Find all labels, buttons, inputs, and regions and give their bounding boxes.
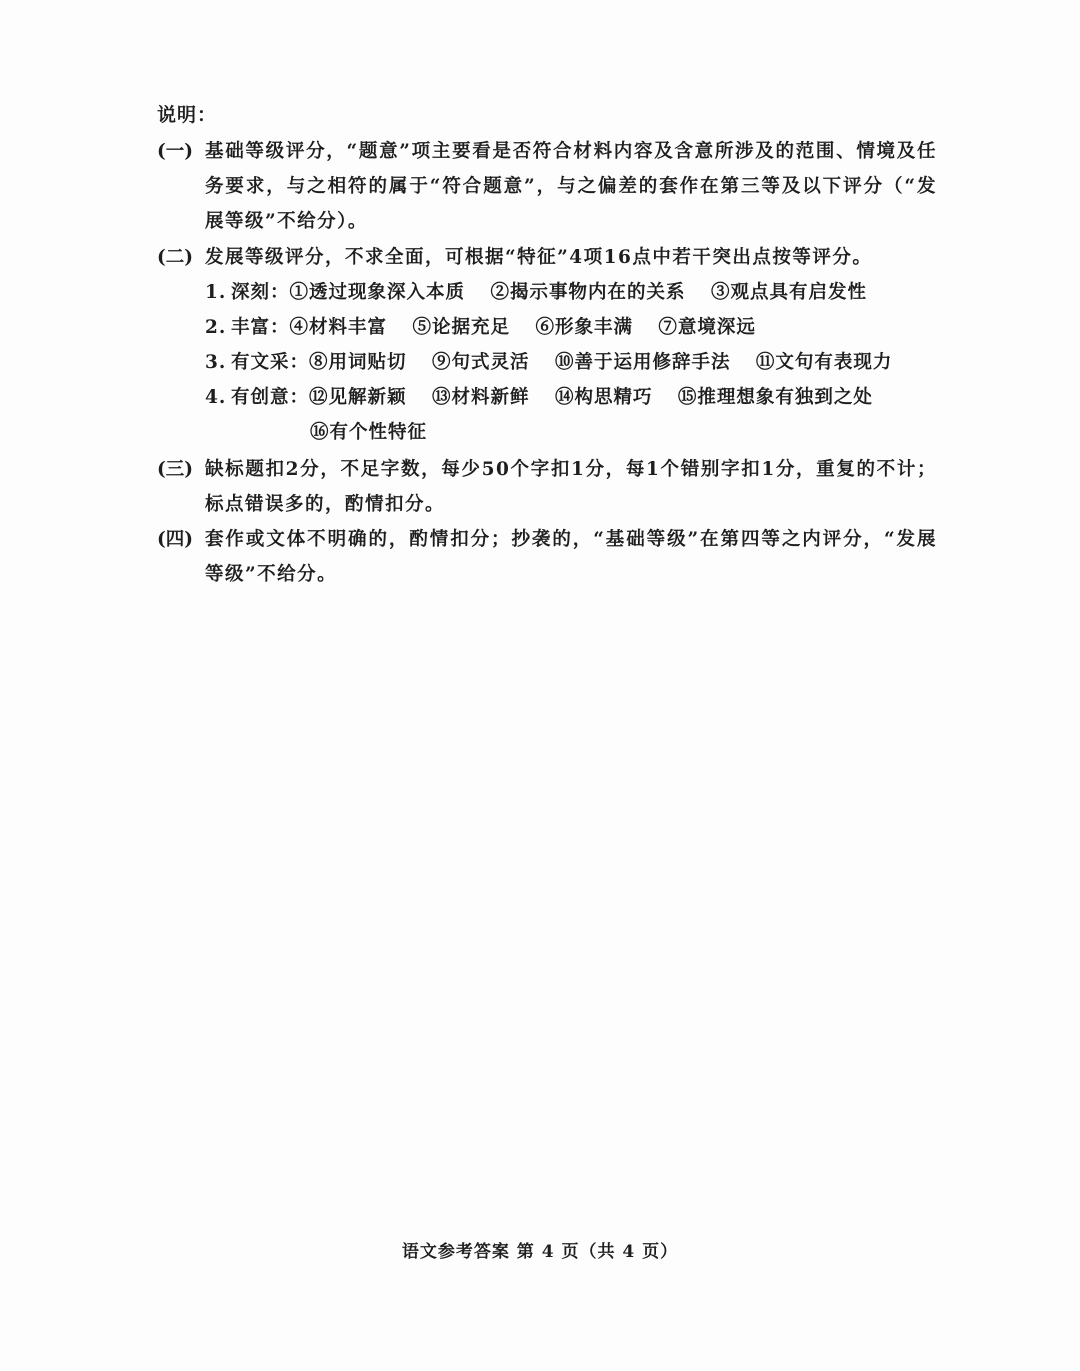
section-marker: (二) xyxy=(157,247,194,268)
criteria-item xyxy=(205,275,905,310)
criteria-points xyxy=(290,275,885,310)
criteria-point: ①透过现象深入本质 xyxy=(289,282,466,303)
note-section-2 xyxy=(157,240,937,275)
section-text: 套作或文体不明确的，酌情扣分；抄袭的，“基础等级”在第四等之内评分，“发展等级”不给分。 xyxy=(205,529,937,585)
criteria-label: 丰富： xyxy=(231,317,290,338)
section-text: 基础等级评分，“题意”项主要看是否符合材料内容及含意所涉及的范围、情境及任务要求，与之相符的属于“符合题意”，与之偏差的套作在第三等及以下评分（“发展等级”不给分）。 xyxy=(205,141,937,232)
notes-heading: 说明： xyxy=(157,104,218,126)
note-section-4 xyxy=(157,522,937,592)
criteria-number: 3. xyxy=(205,352,227,373)
criteria-point: ⑤论据充足 xyxy=(412,317,510,338)
development-criteria-list xyxy=(205,275,905,450)
criteria-point: ⑭构思精巧 xyxy=(554,387,653,408)
page-footer: 语文参考答案 第 4 页（共 4 页） xyxy=(401,1242,679,1262)
criteria-point: ⑬材料新鲜 xyxy=(431,387,530,408)
criteria-point: ⑦意境深远 xyxy=(658,317,756,338)
criteria-number: 1. xyxy=(205,282,227,303)
criteria-point: ②揭示事物内在的关系 xyxy=(490,282,686,303)
section-marker: (四) xyxy=(157,529,194,550)
criteria-point: ③观点具有启发性 xyxy=(710,282,867,303)
criteria-point: ⑧用词贴切 xyxy=(309,352,407,373)
criteria-item xyxy=(205,345,905,380)
note-section-1 xyxy=(157,134,937,239)
criteria-point: ④材料丰富 xyxy=(289,317,388,338)
criteria-points xyxy=(309,380,891,415)
note-section-3 xyxy=(157,452,937,522)
criteria-points xyxy=(309,345,910,380)
criteria-item xyxy=(205,380,905,415)
criteria-label: 有文采： xyxy=(231,352,310,373)
criteria-number: 4. xyxy=(205,387,227,408)
criteria-points xyxy=(290,310,774,345)
section-text: 缺标题扣2分，不足字数，每少50个字扣1分，每1个错别字扣1分，重复的不计；标点错误多的，酌情扣分。 xyxy=(205,459,937,515)
criteria-point-continuation: ⑯有个性特征 xyxy=(310,422,428,443)
criteria-point: ⑨句式灵活 xyxy=(431,352,530,373)
section-marker: (三) xyxy=(157,459,194,480)
criteria-point: ⑫见解新颖 xyxy=(309,387,407,408)
section-text: 发展等级评分，不求全面，可根据“特征”4项16点中若干突出点按等评分。 xyxy=(205,247,873,268)
section-marker: (一) xyxy=(157,141,194,162)
criteria-point: ⑮推理想象有独到之处 xyxy=(677,387,873,408)
criteria-number: 2. xyxy=(205,317,227,338)
criteria-label: 深刻： xyxy=(231,282,290,303)
criteria-point: ⑩善于运用修辞手法 xyxy=(554,352,731,373)
criteria-item xyxy=(205,310,905,345)
criteria-point: ⑥形象丰满 xyxy=(535,317,633,338)
criteria-point: ⑪文句有表现力 xyxy=(755,352,893,373)
criteria-label: 有创意： xyxy=(231,387,310,408)
